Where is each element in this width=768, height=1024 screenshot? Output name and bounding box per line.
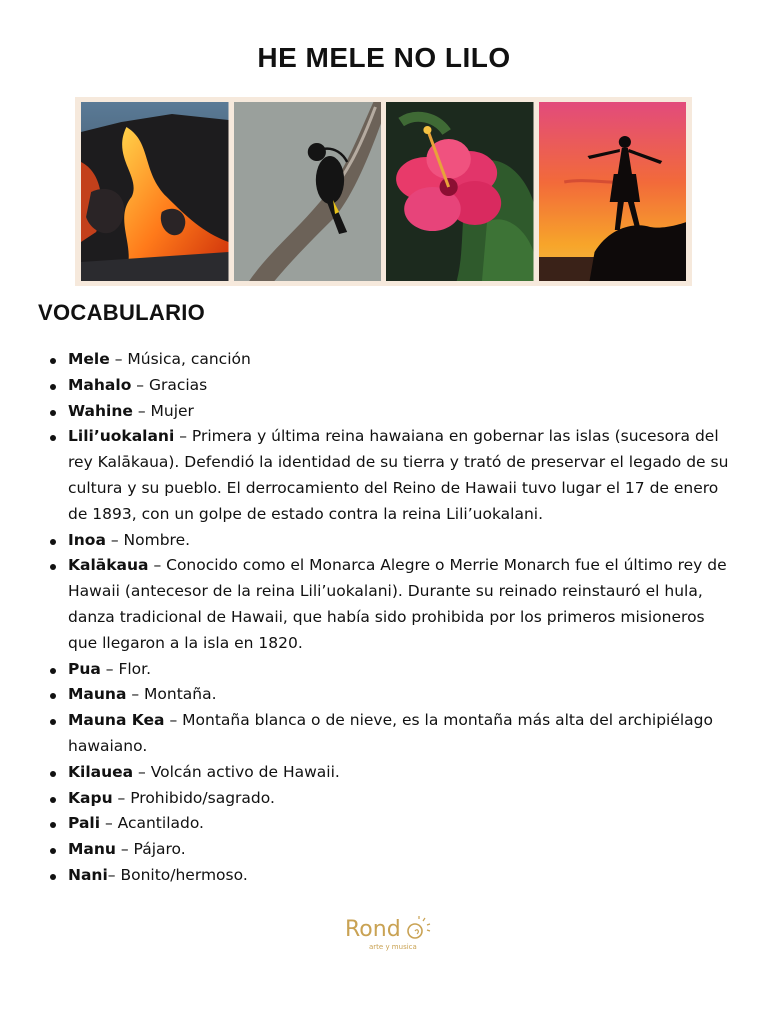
vocabulary-list	[48, 347, 738, 889]
list-item	[48, 811, 738, 837]
list-item	[48, 553, 738, 656]
list-item	[48, 399, 738, 425]
vocab-definition: – Gracias	[131, 375, 208, 394]
vocab-definition: – Acantilado.	[100, 814, 204, 833]
logo-wordmark: Rond	[345, 917, 401, 942]
list-item	[48, 424, 738, 527]
vocab-definition: – Primera y última reina hawaiana en gobernar las islas (sucesora del rey Kalākaua). Defendió la identidad de su tierra y trató de preservar el legado de su cultura y su pueblo. El derrocamiento del Reino de Hawaii tuvo lugar el 17 de enero de 1893, con un golpe de estado contra la reina Lili’uokalani.	[68, 427, 729, 523]
vocab-definition: – Bonito/hermoso.	[107, 865, 248, 884]
page-title: HE MELE NO LILO	[257, 42, 511, 73]
vocab-term: Nani	[68, 865, 108, 884]
vocab-definition: – Pájaro.	[115, 840, 186, 859]
logo-tagline: arte y musica	[369, 943, 417, 951]
hula-dancer-photo	[539, 102, 687, 281]
vocab-term: Mahalo	[68, 375, 132, 394]
list-item	[48, 528, 738, 554]
section-heading: VOCABULARIO	[38, 300, 206, 325]
vocab-definition: – Nombre.	[105, 530, 191, 549]
vocab-term: Kalākaua	[68, 556, 149, 575]
list-item	[48, 863, 738, 889]
list-item	[48, 760, 738, 786]
vocab-definition: – Montaña blanca o de nieve, es la montaña más alta del archipiélago hawaiano.	[68, 711, 714, 755]
vocab-term: Pua	[68, 659, 101, 678]
vocab-term: Lili’uokalani	[68, 427, 175, 446]
hibiscus-photo	[386, 102, 534, 281]
vocab-term: Mauna Kea	[68, 711, 165, 730]
list-item	[48, 657, 738, 683]
vocab-term: Wahine	[68, 401, 133, 420]
vocab-definition: – Prohibido/sagrado.	[112, 788, 275, 807]
bird-photo	[234, 102, 382, 281]
list-item	[48, 347, 738, 373]
list-item	[48, 682, 738, 708]
lava-photo	[81, 102, 229, 281]
vocab-term: Inoa	[68, 530, 106, 549]
vocab-definition: – Conocido como el Monarca Alegre o Merrie Monarch fue el último rey de Hawaii (antecesor de la reina Lili’uokalani). Durante su reinado reinstauró el hula, danza tradicional de Hawaii, que había sido prohibida por los primeros misioneros que llegaron a la isla en 1820.	[68, 556, 727, 652]
list-item	[48, 373, 738, 399]
vocab-definition: – Música, canción	[109, 350, 251, 368]
list-item	[48, 786, 738, 812]
list-item	[48, 837, 738, 863]
vocab-definition: – Montaña.	[126, 685, 217, 704]
vocab-term: Manu	[68, 840, 116, 859]
vocab-term: Mauna	[68, 685, 127, 704]
list-item	[48, 708, 738, 760]
vocab-term: Kapu	[68, 788, 113, 807]
vocab-term: Mele	[68, 350, 110, 368]
photo-strip	[75, 97, 692, 286]
rondo-logo	[345, 913, 435, 957]
vocab-definition: – Mujer	[132, 401, 194, 420]
vocab-definition: – Volcán activo de Hawaii.	[133, 762, 340, 781]
vocab-term: Kilauea	[68, 762, 134, 781]
vocab-term: Pali	[68, 814, 101, 833]
vocab-definition: – Flor.	[100, 659, 152, 678]
